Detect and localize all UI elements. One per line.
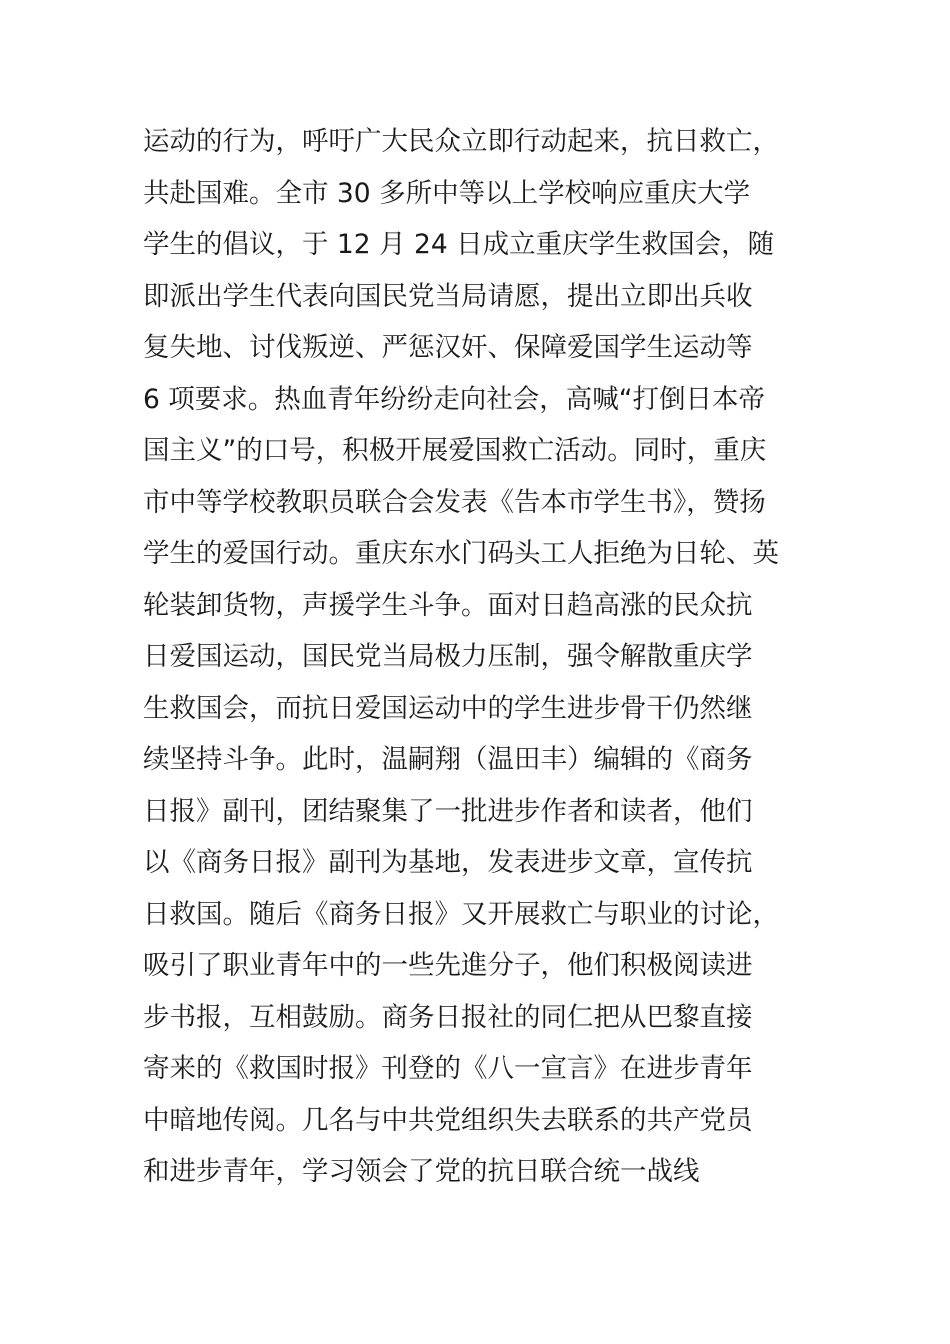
text-line: 吸引了职业青年中的一些先進分子，他们积极阅读进 [143,950,753,981]
text-line: 和进步青年，学习领会了党的抗日联合统一战线 [143,1156,700,1187]
text-line: 市中等学校教职员联合会发表《告本市学生书》，赞扬 [143,486,766,518]
text-line: 日爱国运动，国民党当局极力压制，强令解散重庆学 [143,641,753,672]
text-line: 6 项要求。热血青年纷纷走向社会，高喊“打倒日本帝 [143,383,766,415]
body-text [143,116,823,1198]
text-line: 续坚持斗争。此时，温嗣翔（温田丰）编辑的《商务 [143,744,753,775]
text-line: 步书报，互相鼓励。商务日报社的同仁把从巴黎直接 [143,1001,753,1033]
text-line: 共赴国难。全市 30 多所中等以上学校响应重庆大学 [143,177,751,209]
text-line: 寄来的《救国时报》刊登的《八一宣言》在进步青年 [143,1053,753,1084]
text-line: 复失地、讨伐叛逆、严惩汉奸、保障爱国学生运动等 [143,332,753,363]
text-line: 运动的行为，呼吁广大民众立即行动起来，抗日救亡， [143,126,779,157]
text-line: 学生的爱国行动。重庆东水门码头工人拒绝为日轮、英 [143,538,779,569]
text-line: 生救国会，而抗日爱国运动中的学生进步骨干仍然继 [143,692,753,724]
text-line: 学生的倡议，于 12 月 24 日成立重庆学生救国会，随 [143,229,775,260]
text-line: 日救国。随后《商务日报》又开展救亡与职业的讨论， [143,898,779,930]
text-line: 日报》副刊，团结聚集了一批进步作者和读者，他们 [143,795,753,827]
text-line: 轮装卸货物，声援学生斗争。面对日趋高涨的民众抗 [143,589,753,621]
text-line: 即派出学生代表向国民党当局请愿，提出立即出兵收 [143,280,753,312]
text-line: 国主义”的口号，积极开展爱国救亡活动。同时，重庆 [143,435,767,466]
text-line: 以《商务日报》副刊为基地，发表进步文章，宣传抗 [143,847,753,878]
text-line: 中暗地传阅。几名与中共党组织失去联系的共产党员 [143,1104,753,1136]
